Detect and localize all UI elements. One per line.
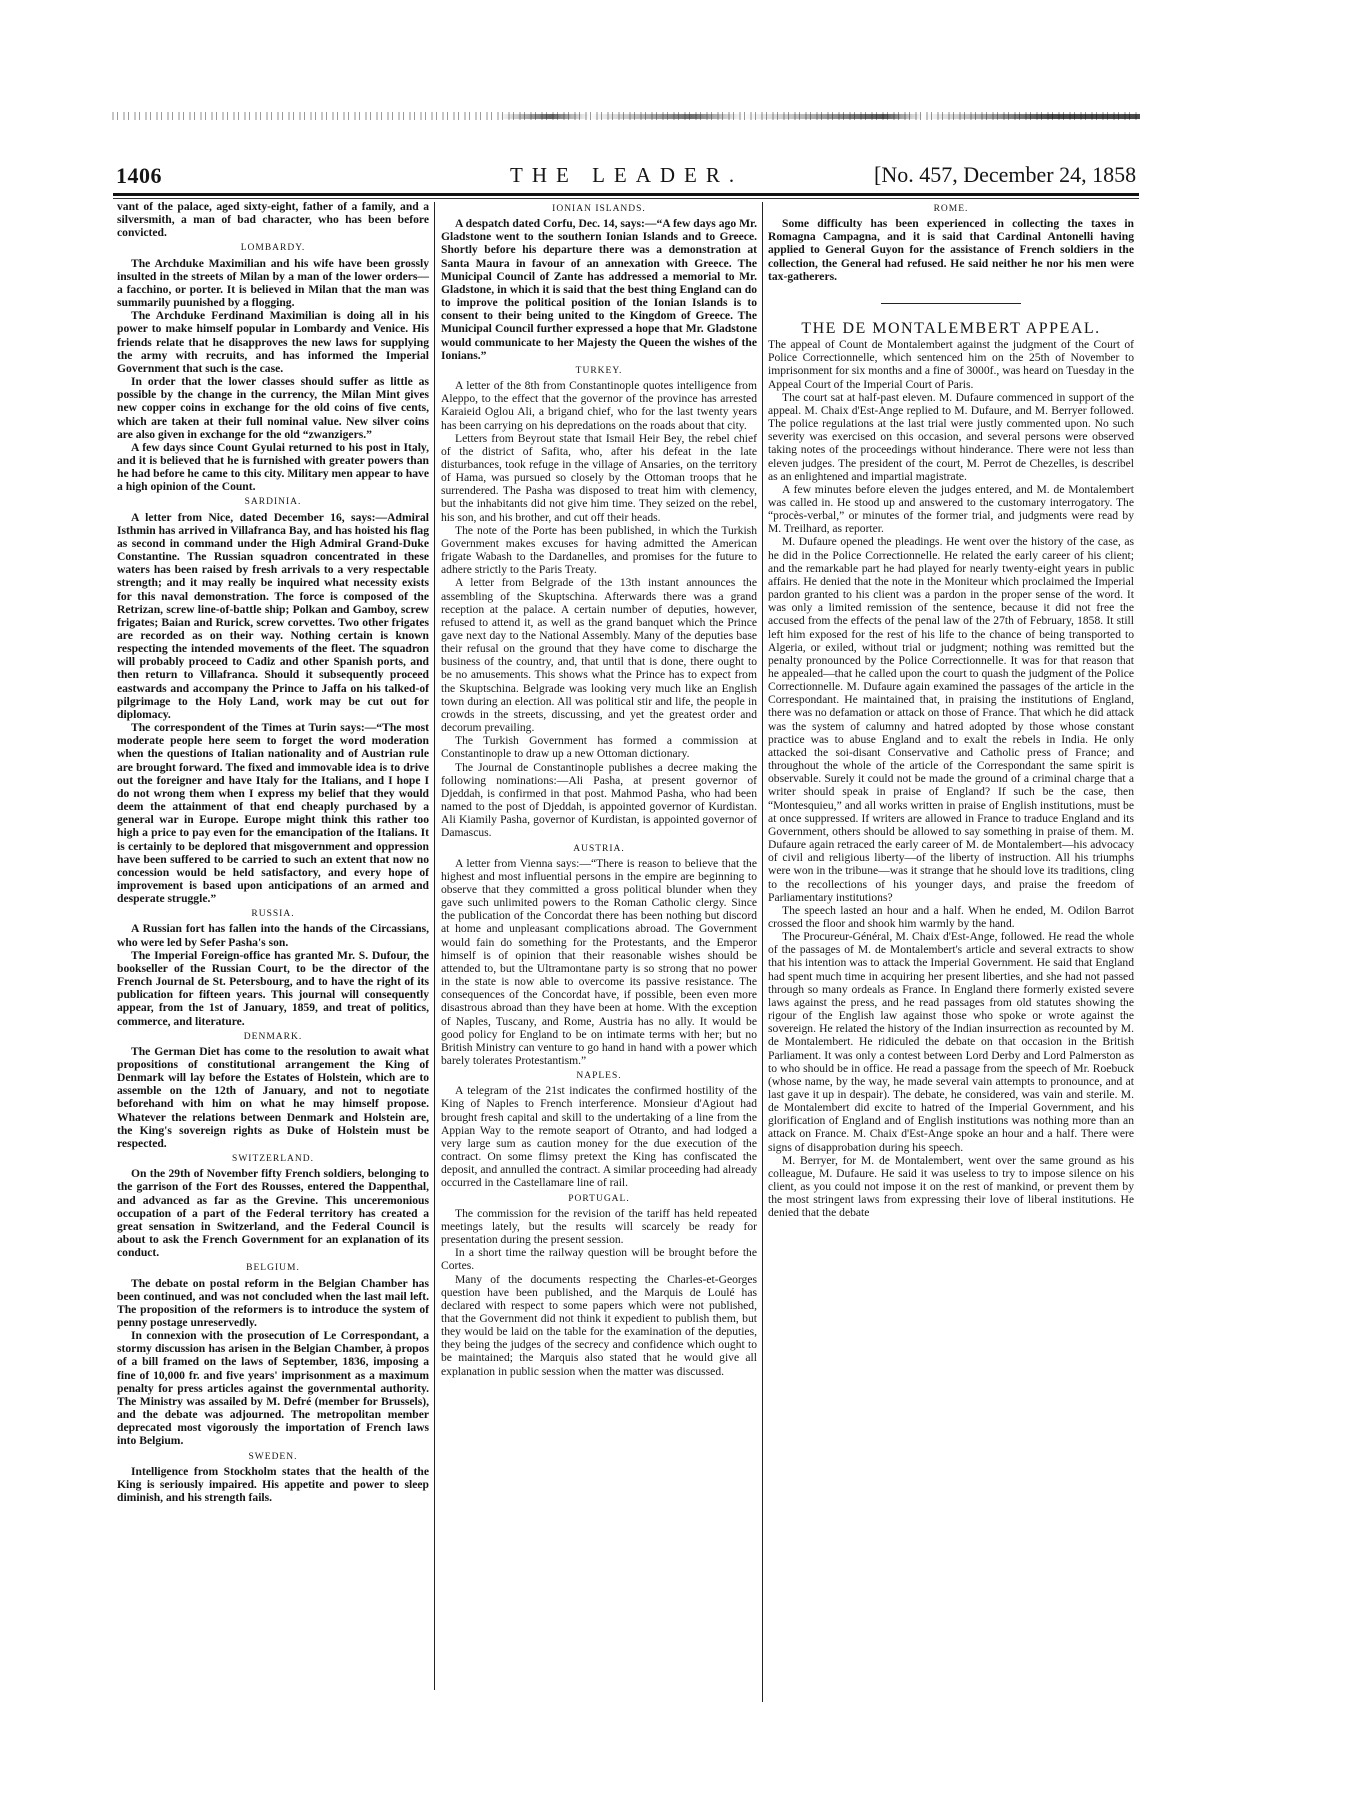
section-heading: NAPLES. — [576, 1071, 622, 1082]
masthead — [112, 163, 1140, 187]
paragraph: A letter from Belgrade of the 13th instant announces the assembling of the Skuptschina. Afterwards there was a grand reception at the palace. A certain number of deputies, however, refused to attend it, as well as the grand banquet which the Prince gave next day to the National Assembly. Many of the deputies base their refusal on the ground that they have come to discharge the business of the country, and, that until that is done, there ought to be no amusements. This shows what the Prince has to expect from the Skuptschina. Belgrade was looking very much like an English town during an election. All was political stir and life, the people in crowds in the streets, discussing, and yet the greatest order and decorum prevailing. — [441, 576, 757, 735]
article-headline: THE DE MONTALEMBERT APPEAL. — [801, 319, 1101, 337]
paragraph: The German Diet has come to the resolution to await what propositions of constitutional arrangement the King of Denmark will lay before the Estates of Holstein, which are to assemble on the 12th of January, and not to negotiate beforehand with him on what he may himself propose. Whatever the relations between Denmark and Holstein are, the King's sovereign rights as Duke of Holstein must be respected. — [117, 1044, 429, 1150]
paragraph: A few days since Count Gyulai returned to his post in Italy, and it is believed that he is furnished with greater powers than he had before he came to this city. Military men appear to have a high opinion of the Count. — [117, 440, 429, 494]
paragraph: The correspondent of the Times at Turin says:—“The most moderate people here seem to forget the word moderation when the questions of Italian nationality and of Austrian rule are brought forward. The fixed and immovable idea is to drive out the foreigner and have Italy for the Italians, and I hope I do not wrong them when I express my belief that they would deem the attainment of that end cheaply purchased by a general war in Europe. Europe might think this rather too high a price to pay even for the emancipation of the Italians. It is certainly to be deplored that misgovernment and oppression have been suffered to be carried to such an extent that now no concession would be held satisfactory, and every hope of improvement is based upon anticipations of an armed and desperate struggle.” — [117, 721, 429, 906]
section-heading: BELGIUM. — [246, 1263, 300, 1274]
paragraph: M. Dufaure opened the pleadings. He went over the history of the case, as he did in the Police Correctionnelle. He related the early career of his client; and the remarkable part he had played for nearly twenty-eight years in public affairs. He denied that the note in the Moniteur which proclaimed the Imperial pardon granted to his client was a pardon in the proper sense of the word. It was only a limited remission of the sentence, because it did not free the accused from the effects of the penal law of the 27th of February, 1858. It still left him exposed for the rest of his life to the chance of being transported to Algeria, or exiled, without trial or judgment; nothing was remitted but the penalty pronounced by the Police Correctionnelle. It was for that reason that he appealed—that he called upon the court to quash the judgment of the Police Correctionnelle. M. Dufaure again examined the passages of the article in the Correspondant. He maintained that, in praising the institutions of England, there was no defamation or attack on those of France. That which he did attack was the system of calumny and hatred adopted by those whose constant practice was to abuse England and to exalt the rebels in India. He only attacked the soi-disant Conservative and Catholic press of France; and throughout the whole of the article of the Correspondant the same spirit is observable. Surely it could not be made the ground of a criminal charge that a writer should speak in praise of England? If such be the case, then “Montesquieu,” and all works written in praise of English institutions, must be at once suppressed. If writers are allowed in France to traduce England and its Government, others should be allowed to say something in praise of them. M. Dufaure again retraced the early career of M. de Montalembert—his advocacy of civil and religious liberty—of the liberty of instruction. All his triumphs were won in the tribune—was it strange that he should love its traditions, cling to the recollections of his younger days, and praise the freedom of Parliamentary institutions? — [768, 535, 1134, 904]
section-heading: SARDINIA. — [244, 497, 302, 508]
paragraph: On the 29th of November fifty French soldiers, belonging to the garrison of the Fort des Rousses, entered the Dappenthal, and advanced as far as the Grevine. This unceremonious occupation of a part of the Federal territory has created a great sensation in Switzerland, and the Federal Council is about to ask the French Government for an explanation of its conduct. — [117, 1167, 429, 1260]
section-heading: TURKEY. — [575, 365, 623, 376]
paragraph: Some difficulty has been experienced in collecting the taxes in Romagna Campagna, and it is said that Cardinal Antonelli having applied to General Guyon for the assistance of French soldiers in the collection, the General had refused. He said neither he nor his men were tax-gatherers. — [768, 217, 1134, 283]
column-1 — [117, 200, 429, 1504]
paragraph: A telegram of the 21st indicates the confirmed hostility of the King of Naples to French interference. Monsieur d'Agiout had brought fresh capital and skill to the undertaking of a line from the Appian Way to the remote seaport of Otranto, and had lodged a very large sum as caution money for the due execution of the contract. On some flimsy pretext the King has confiscated the deposit, and annulled the contract. A similar proceeding had already occurred in the Castellamare line of rail. — [441, 1084, 757, 1190]
paragraph: In order that the lower classes should suffer as little as possible by the change in the currency, the Milan Mint gives new copper coins in exchange for the old coins of five cents, which are taken at their full nominal value. New silver coins are also given in exchange for the old “zwanzigers.” — [117, 375, 429, 441]
paragraph: In connexion with the prosecution of Le Correspondant, a stormy discussion has arisen in the Belgian Chamber, à propos of a bill framed on the laws of September, 1836, imposing a fine of 10,000 fr. and five years' imprisonment as a maximum penalty for press articles against the governmental authority. The Ministry was assailed by M. Defré (member for Brussels), and the debate was adjourned. The metropolitan member deprecated most vigorously the importation of French laws into Belgium. — [117, 1329, 429, 1448]
masthead-rule — [113, 193, 1139, 196]
section-heading: RUSSIA. — [251, 909, 295, 920]
issue-info: [No. 457, December 24, 1858 — [874, 162, 1137, 187]
paragraph: The Turkish Government has formed a commission at Constantinople to draw up a new Ottoman dictionary. — [441, 734, 757, 761]
section-heading: SWEDEN. — [248, 1451, 298, 1462]
column-divider-2 — [762, 202, 763, 1702]
section-heading: SWITZERLAND. — [232, 1154, 314, 1165]
paragraph: A few minutes before eleven the judges entered, and M. de Montalembert was called in. He stood up and answered to the customary interrogatory. The “procès-verbal,” or minutes of the former trial, and judgments were read by M. Treilhard, as reporter. — [768, 482, 1134, 536]
paragraph: The Archduke Maximilian and his wife have been grossly insulted in the streets of Milan by a man of the lower orders—a facchino, or porter. It is believed in Milan that the man was summarily puunished by a flogging. — [117, 256, 429, 310]
column-divider-1 — [434, 202, 435, 1690]
paragraph: Letters from Beyrout state that Ismail Heir Bey, the rebel chief of the district of Safita, who, after his defeat in the late disturbances, took refuge in the village of Ansaries, on the territory of Hama, was pursued so closely by the Ottoman troops that he surrendered. The Pasha was disposed to treat him with clemency, but the inhabitants did not give him time. They seized on the rebel, his son, and his brother, and cut off their heads. — [441, 431, 757, 524]
paragraph: The court sat at half-past eleven. M. Dufaure commenced in support of the appeal. M. Chaix d'Est-Ange replied to M. Dufaure, and M. Berryer followed. The police regulations at the last trial were justly commented upon. No such severity was exercised on this occasion, and several persons were observed taking notes of the proceedings without hinderance. There were not less than eleven judges. The president of the court, M. Perrot de Chezelles, is describel as an enlightened and impartial magistrate. — [768, 390, 1134, 483]
paragraph: The note of the Porte has been published, in which the Turkish Government makes excuses for having admitted the American frigate Wabash to the Dardanelles, and promises for the future to adhere strictly to the Paris Treaty. — [441, 523, 757, 577]
section-heading: PORTUGAL. — [568, 1193, 630, 1204]
article-separator — [881, 303, 1021, 304]
paragraph: The Imperial Foreign-office has granted Mr. S. Dufour, the bookseller of the Russian Court, to be the director of the French Journal de St. Petersbourg, and to have the right of its publication for fifteen years. This journal will consequently appear, from the 1st of January, 1859, and treat of politics, commerce, and literature. — [117, 948, 429, 1028]
section-heading: LOMBARDY. — [240, 243, 306, 254]
paragraph: Intelligence from Stockholm states that the health of the King is seriously impaired. His appetite and power to sleep diminish, and his strength fails. — [117, 1464, 429, 1504]
paragraph: vant of the palace, aged sixty-eight, father of a family, and a silversmith, a man of bad character, who has been before convicted. — [117, 200, 429, 240]
paragraph: The speech lasted an hour and a half. When he ended, M. Odilon Barrot crossed the floor and shook him warmly by the hand. — [768, 903, 1134, 930]
paragraph: The Journal de Constantinople publishes a decree making the following nominations:—Ali Pasha, at present governor of Djeddah, is confirmed in that post. Mahmod Pasha, who had been named to the post of Djeddah, is appointed governor of Kurdistan. Ali Kiamily Pasha, governor of Kurdistan, is appointed governor of Damascus. — [441, 760, 757, 840]
paragraph: The appeal of Count de Montalembert against the judgment of the Court of Police Correctionnelle, which sentenced him on the 25th of November to imprisonment for six months and a fine of 3000f., was heard on Tuesday in the Appeal Court of the Imperial Court of Paris. — [768, 338, 1134, 391]
column-2 — [441, 200, 757, 1378]
paragraph: A letter from Nice, dated December 16, says:—Admiral Isthmin has arrived in Villafranca Bay, and has hoisted his flag as second in command under the High Admiral Grand-Duke Constantine. The Russian squadron concentrated in these waters has been raised by fresh arrivals to a very respectable strength; and it may really be inquired what necessity exists for this naval demonstration. The force is composed of the Retrizan, screw line-of-battle ship; Polkan and Gamboy, screw frigates; Baian and Rurick, screw corvettes. Two other frigates are recorded as on their way. Nothing certain is known respecting the intended movements of the fleet. The squadron will probably proceed to Cadiz and other Spanish ports, and then return to Villafranca. Should it subsequently proceed eastwards and accompany the Prince to Jaffa on his talked-of pilgrimage to the Holy Land, work may be cut out for diplomacy. — [117, 510, 429, 721]
section-heading: ROME. — [933, 204, 969, 214]
page-number: 1406 — [116, 163, 162, 188]
scan-artifact-smear — [500, 114, 1140, 119]
column-3 — [768, 200, 1134, 1220]
paragraph: The debate on postal reform in the Belgian Chamber has been continued, and was not concluded when the last mail left. The proposition of the reformers is to introduce the system of penny postage unreservedly. — [117, 1276, 429, 1329]
newspaper-title: THE LEADER. — [510, 163, 744, 187]
section-heading: AUSTRIA. — [573, 843, 625, 854]
paragraph: A letter of the 8th from Constantinople quotes intelligence from Aleppo, to the effect that the governor of the province has arrested Karaieid Oglou Ali, a brigand chief, who for the last twenty years has been carrying on his depredations on the roads about that city. — [441, 379, 757, 432]
section-heading: IONIAN ISLANDS. — [552, 204, 646, 214]
paragraph: A despatch dated Corfu, Dec. 14, says:—“A few days ago Mr. Gladstone went to the southern Ionian Islands and to Greece. Shortly before his departure there was a demonstration at Santa Maura in favour of an annexation with Greece. The Municipal Council of Zante has addressed a memorial to Mr. Gladstone, in which it is said that the best thing England can do to improve the political position of the Ionian Islands is to consent to their being united to the Kingdom of Greece. The Municipal Council further expressed a hope that Mr. Gladstone would communicate to her Majesty the Queen the wishes of the Ionians.” — [441, 217, 757, 362]
section-heading: DENMARK. — [243, 1031, 303, 1042]
paragraph: In a short time the railway question will be brought before the Cortes. — [441, 1246, 757, 1273]
paragraph: A Russian fort has fallen into the hands of the Circassians, who were led by Sefer Pasha's son. — [117, 922, 429, 949]
paragraph: The Archduke Ferdinand Maximilian is doing all in his power to make himself popular in Lombardy and Venice. His friends relate that he disapproves the new laws for supplying the army with recruits, and has informed the Imperial Government that such is the case. — [117, 309, 429, 375]
paragraph: A letter from Vienna says:—“There is reason to believe that the highest and most influential persons in the empire are beginning to observe that they committed a gross political blunder when they gave such unlimited powers to the Roman Catholic clergy. Since the publication of the Concordat there has been nothing but discord at home and unpleasant complications abroad. The Government would fain do something for the Protestants, and the Emperor himself is of opinion that their reasonable wishes should be attended to, but the Ultramontane party is so strong that no power in the state is now able to overcome its passive resistance. The consequences of the Concordat have, if possible, been even more disastrous abroad than they have been at home. With the exception of Naples, Tuscany, and Rome, Austria has no ally. It would be good policy for England to be on intimate terms with her; but no British Ministry can venture to go hand in hand with a power which barely tolerates Protestantism.” — [441, 856, 757, 1067]
paragraph: The Procureur-Général, M. Chaix d'Est-Ange, followed. He read the whole of the passages of M. de Montalembert's article and several extracts to show that his intention was to attack the Imperial Government. He said that England had spent much time in acquiring her present liberties, and she had not passed through so many ordeals as France. In England there formerly existed severe laws against the press, and he read passages from old statutes showing the rigour of the English law against those who spoke or wrote against the sovereign. He related the history of the Indian insurrection as recounted by M. de Montalembert. He ridiculed the debate on that occasion in the British Parliament. It was only a contest between Lord Derby and Lord Palmerston as to who should be in office. He read a passage from the speech of Mr. Roebuck (whose name, by the way, he made several vain attempts to pronounce, and at last gave it up in despair). The debate, he considered, was vain and sterile. M. de Montalembert did excite to hatred of the Imperial Government, and his glorification of England and of English institutions was nothing more than an attack on France. M. Chaix d'Est-Ange spoke an hour and a half. There were signs of disapprobation during his speech. — [768, 930, 1134, 1154]
paragraph: The commission for the revision of the tariff has held repeated meetings lately, but the results will scarcely be ready for presentation during the present session. — [441, 1206, 757, 1247]
masthead-rule-thin — [113, 198, 1139, 199]
paragraph: M. Berryer, for M. de Montalembert, went over the same ground as his colleague, M. Dufaure. He said it was useless to try to impose silence on his client, as you could not impose it on the rest of mankind, or prevent them by the most stringent laws from expressing their love of liberal institutions. He denied that the debate — [768, 1153, 1134, 1220]
paragraph: Many of the documents respecting the Charles-et-Georges question have been published, and the Marquis de Loulé has declared with respect to some papers which were not published, that the Government did not think it expedient to publish them, but they would be laid on the table for the examination of the deputies, they being the judges of the secrecy and confidence which ought to be maintained; the Marquis also stated that he would give all explanation in public session when the matter was discussed. — [441, 1272, 757, 1378]
